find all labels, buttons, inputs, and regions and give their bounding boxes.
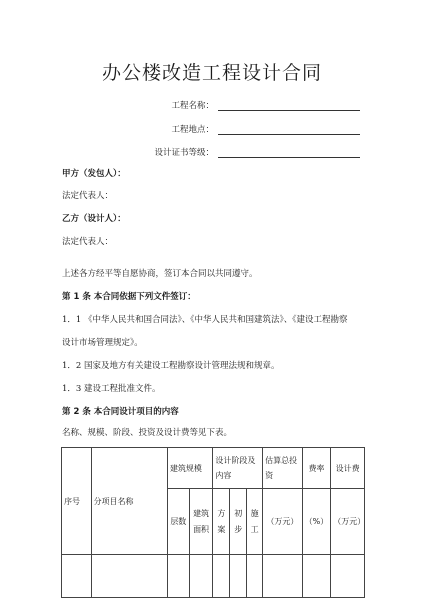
table-cell[interactable] <box>167 555 189 598</box>
header-est-invest: 估算总投资 <box>263 448 303 489</box>
article-1-heading: 第 1 条 本合同依据下列文件签订： <box>62 292 196 302</box>
header-sub-item: 分项目名称 <box>91 448 167 555</box>
intro-text: 上述各方经平等自愿协商，签订本合同以共同遵守。 <box>62 269 258 279</box>
certificate-level-label: 设计证书等级： <box>154 148 214 158</box>
project-name-label: 工程名称： <box>171 101 214 111</box>
header-prelim: 初步 <box>230 489 247 555</box>
unit-wan-fee: （万元） <box>331 489 365 555</box>
unit-wan-invest: （万元） <box>263 489 303 555</box>
article-1-item-3: 1．3 建设工程批准文件。 <box>62 384 161 394</box>
header-building-scale: 建筑规模 <box>167 448 212 489</box>
certificate-level-field <box>150 144 360 158</box>
table-cell[interactable] <box>91 555 167 598</box>
article-2-heading: 第 2 条 本合同设计项目的内容 <box>62 407 179 417</box>
design-items-table <box>61 447 365 598</box>
header-fee-rate: 费率 <box>302 448 331 489</box>
table-cell[interactable] <box>213 555 230 598</box>
project-name-field <box>150 97 360 111</box>
header-design-stage: 设计阶段及内容 <box>213 448 263 489</box>
project-name-blank[interactable] <box>218 100 360 111</box>
table-cell[interactable] <box>62 555 92 598</box>
header-seq: 序号 <box>62 448 92 555</box>
header-construction: 施工 <box>247 489 263 555</box>
party-b-heading: 乙方（设计人）： <box>62 214 126 224</box>
header-area: 建筑面积 <box>189 489 213 555</box>
party-a-heading: 甲方（发包人）： <box>62 169 126 179</box>
project-location-blank[interactable] <box>218 124 360 135</box>
unit-percent: （%） <box>302 489 331 555</box>
party-b-rep: 法定代表人： <box>62 237 114 247</box>
table-cell[interactable] <box>302 555 331 598</box>
article-2-desc: 名称、规模、阶段、投资及设计费等见下表。 <box>62 428 233 438</box>
document-title: 办公楼改造工程设计合同 <box>101 62 322 84</box>
article-1-item-2: 1．2 国家及地方有关建设工程勘察设计管理法规和规章。 <box>62 361 280 371</box>
table-cell[interactable] <box>247 555 263 598</box>
header-floors: 层数 <box>167 489 189 555</box>
table-cell[interactable] <box>331 555 365 598</box>
table-cell[interactable] <box>230 555 247 598</box>
header-design-fee: 设计费 <box>331 448 365 489</box>
article-1-item-1-line-2: 设计市场管理规定》。 <box>62 338 143 348</box>
table-cell[interactable] <box>189 555 213 598</box>
project-location-field <box>150 121 360 135</box>
project-location-label: 工程地点： <box>171 125 214 135</box>
article-1-item-1-line-1: 1．1 《中华人民共和国合同法》、《中华人民共和国建筑法》、《建设工程勘察 <box>62 315 348 325</box>
header-scheme: 方案 <box>213 489 230 555</box>
table-cell[interactable] <box>263 555 303 598</box>
party-a-rep: 法定代表人： <box>62 191 114 201</box>
certificate-level-blank[interactable] <box>218 147 360 158</box>
